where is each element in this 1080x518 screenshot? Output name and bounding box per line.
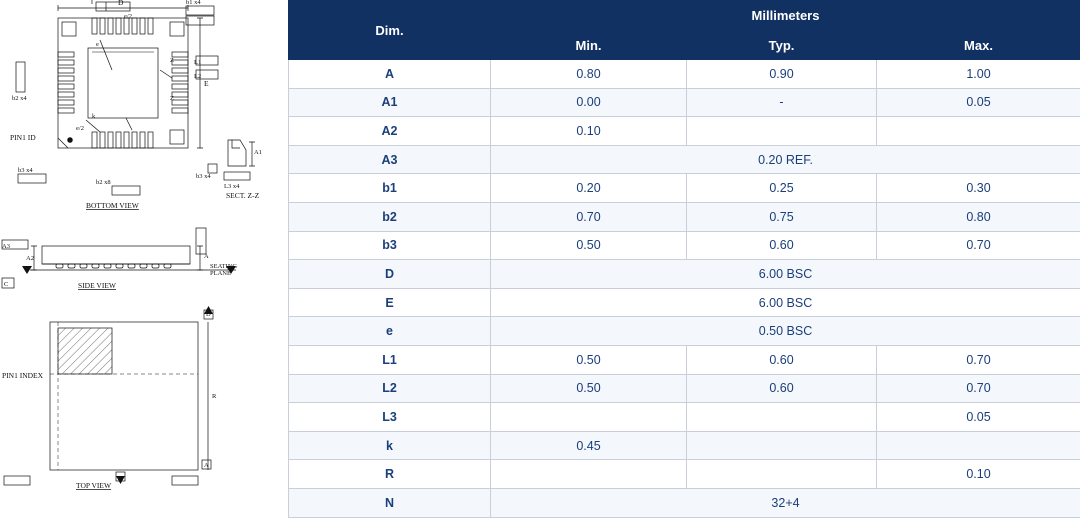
cell-span-value: 6.00 BSC xyxy=(491,260,1080,289)
table-row xyxy=(289,460,1080,489)
side-view-drawing xyxy=(0,222,282,302)
column-header-typ: Typ. xyxy=(687,31,877,60)
cell-min: 0.00 xyxy=(491,88,687,117)
column-header-millimeters: Millimeters xyxy=(491,1,1080,31)
table-row xyxy=(289,231,1080,260)
cell-span-value: 0.50 BSC xyxy=(491,317,1080,346)
table-row xyxy=(289,202,1080,231)
table-row xyxy=(289,60,1080,89)
cell-min: 0.50 xyxy=(491,345,687,374)
table-row xyxy=(289,317,1080,346)
cell-dim: E xyxy=(289,288,491,317)
svg-text:e/2: e/2 xyxy=(124,13,132,20)
cell-min: 0.80 xyxy=(491,60,687,89)
svg-text:PIN1 INDEX: PIN1 INDEX xyxy=(2,371,44,380)
top-view-drawing xyxy=(0,300,282,490)
mechanical-drawings-panel xyxy=(0,0,282,502)
bottom-view-drawing xyxy=(0,0,282,215)
cell-max xyxy=(877,431,1080,460)
cell-min: 0.20 xyxy=(491,174,687,203)
svg-text:Z: Z xyxy=(170,57,174,64)
cell-max: 0.05 xyxy=(877,88,1080,117)
cell-dim: L2 xyxy=(289,374,491,403)
cell-typ xyxy=(687,460,877,489)
cell-dim: D xyxy=(289,260,491,289)
svg-text:A2: A2 xyxy=(26,255,34,262)
cell-dim: e xyxy=(289,317,491,346)
cell-max: 0.70 xyxy=(877,231,1080,260)
cell-dim: A2 xyxy=(289,117,491,146)
column-header-dim: Dim. xyxy=(289,1,491,60)
svg-text:b3 x4: b3 x4 xyxy=(18,167,33,174)
cell-max xyxy=(877,117,1080,146)
cell-span-value: 6.00 BSC xyxy=(491,288,1080,317)
svg-text:PLANE: PLANE xyxy=(210,270,231,277)
svg-text:b2 x4: b2 x4 xyxy=(12,95,27,102)
cell-max: 0.70 xyxy=(877,374,1080,403)
cell-typ: 0.60 xyxy=(687,231,877,260)
cell-dim: L1 xyxy=(289,345,491,374)
svg-text:D: D xyxy=(118,0,124,7)
cell-max: 0.30 xyxy=(877,174,1080,203)
svg-text:L2: L2 xyxy=(194,73,201,80)
cell-dim: b2 xyxy=(289,202,491,231)
svg-text:b3 x4: b3 x4 xyxy=(196,173,211,180)
table-row xyxy=(289,403,1080,432)
cell-max: 0.10 xyxy=(877,460,1080,489)
svg-text:E: E xyxy=(204,79,209,88)
cell-max: 1.00 xyxy=(877,60,1080,89)
cell-min: 0.10 xyxy=(491,117,687,146)
cell-min xyxy=(491,403,687,432)
cell-min: 0.50 xyxy=(491,231,687,260)
svg-text:SECT. Z-Z: SECT. Z-Z xyxy=(226,191,260,200)
cell-dim: A3 xyxy=(289,145,491,174)
table-row xyxy=(289,174,1080,203)
table-row xyxy=(289,88,1080,117)
table-row xyxy=(289,431,1080,460)
cell-typ xyxy=(687,403,877,432)
svg-text:A3: A3 xyxy=(2,243,10,250)
cell-typ: - xyxy=(687,88,877,117)
svg-text:SIDE VIEW: SIDE VIEW xyxy=(78,281,117,290)
cell-typ: 0.25 xyxy=(687,174,877,203)
cell-dim: b3 xyxy=(289,231,491,260)
svg-text:L3 x4: L3 x4 xyxy=(224,183,240,190)
table-row xyxy=(289,145,1080,174)
svg-text:b2 x8: b2 x8 xyxy=(96,179,111,186)
svg-text:k: k xyxy=(92,113,96,120)
cell-typ: 0.60 xyxy=(687,345,877,374)
svg-text:R: R xyxy=(212,393,217,400)
cell-typ: 0.60 xyxy=(687,374,877,403)
cell-min: 0.45 xyxy=(491,431,687,460)
cell-typ xyxy=(687,117,877,146)
svg-text:C: C xyxy=(4,281,8,288)
cell-dim: A xyxy=(289,60,491,89)
table-row xyxy=(289,374,1080,403)
table-row xyxy=(289,488,1080,517)
svg-text:PIN1 ID: PIN1 ID xyxy=(10,133,36,142)
column-header-min: Min. xyxy=(491,31,687,60)
cell-dim: N xyxy=(289,488,491,517)
svg-text:A1: A1 xyxy=(254,149,262,156)
svg-text:D: D xyxy=(206,311,211,318)
dimensions-table xyxy=(288,0,1080,518)
svg-text:e/2: e/2 xyxy=(76,125,84,132)
cell-min: 0.50 xyxy=(491,374,687,403)
cell-span-value: 0.20 REF. xyxy=(491,145,1080,174)
cell-min xyxy=(491,460,687,489)
cell-typ: 0.90 xyxy=(687,60,877,89)
table-row xyxy=(289,117,1080,146)
dimensions-table-wrap xyxy=(288,0,1080,502)
svg-text:Z: Z xyxy=(170,95,174,102)
svg-text:b1 x4: b1 x4 xyxy=(186,0,201,6)
svg-text:A: A xyxy=(204,462,209,469)
cell-typ: 0.75 xyxy=(687,202,877,231)
table-row xyxy=(289,260,1080,289)
svg-text:TOP VIEW: TOP VIEW xyxy=(76,481,112,490)
cell-dim: k xyxy=(289,431,491,460)
cell-max: 0.80 xyxy=(877,202,1080,231)
cell-typ xyxy=(687,431,877,460)
cell-min: 0.70 xyxy=(491,202,687,231)
svg-text:e: e xyxy=(96,41,99,48)
cell-dim: R xyxy=(289,460,491,489)
cell-dim: b1 xyxy=(289,174,491,203)
table-row xyxy=(289,345,1080,374)
cell-dim: A1 xyxy=(289,88,491,117)
svg-text:L1: L1 xyxy=(194,59,201,66)
dimensions-table-body xyxy=(289,60,1080,518)
table-row xyxy=(289,288,1080,317)
svg-text:BOTTOM VIEW: BOTTOM VIEW xyxy=(86,201,140,210)
cell-max: 0.70 xyxy=(877,345,1080,374)
cell-dim: L3 xyxy=(289,403,491,432)
svg-text:E: E xyxy=(118,475,122,482)
cell-max: 0.05 xyxy=(877,403,1080,432)
cell-span-value: 32+4 xyxy=(491,488,1080,517)
svg-text:A: A xyxy=(204,253,209,260)
column-header-max: Max. xyxy=(877,31,1080,60)
svg-text:SEATING: SEATING xyxy=(210,263,237,270)
